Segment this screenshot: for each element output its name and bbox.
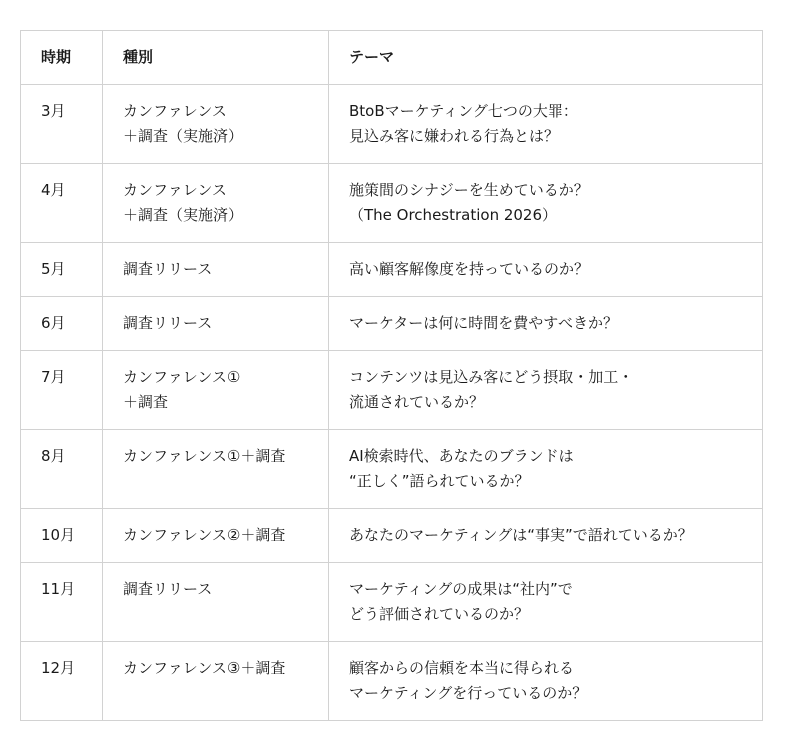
period-cell: 6月 [21,297,103,351]
table-row [21,297,763,351]
period-cell: 3月 [21,85,103,164]
period-cell: 4月 [21,164,103,243]
table-body [21,85,763,721]
type-cell: 調査リリース [103,563,329,642]
period-cell: 12月 [21,642,103,721]
theme-cell: マーケターは何に時間を費やすべきか？ [329,297,763,351]
theme-cell: AI検索時代、あなたのブランドは “正しく”語られているか？ [329,430,763,509]
table-row [21,563,763,642]
period-cell: 11月 [21,563,103,642]
header-theme: テーマ [329,31,763,85]
schedule-table [20,30,763,721]
theme-cell: BtoBマーケティング七つの大罪： 見込み客に嫌われる行為とは？ [329,85,763,164]
type-cell: カンファレンス ＋調査（実施済） [103,85,329,164]
theme-cell: 顧客からの信頼を本当に得られる マーケティングを行っているのか？ [329,642,763,721]
period-cell: 7月 [21,351,103,430]
period-cell: 5月 [21,243,103,297]
theme-cell: 高い顧客解像度を持っているのか？ [329,243,763,297]
header-period: 時期 [21,31,103,85]
theme-cell: マーケティングの成果は“社内”で どう評価されているのか？ [329,563,763,642]
table-row [21,351,763,430]
header-row [21,31,763,85]
type-cell: 調査リリース [103,243,329,297]
period-cell: 8月 [21,430,103,509]
type-cell: 調査リリース [103,297,329,351]
table-row [21,642,763,721]
table-row [21,164,763,243]
table-row [21,509,763,563]
table-row [21,243,763,297]
type-cell: カンファレンス ＋調査（実施済） [103,164,329,243]
type-cell: カンファレンス①＋調査 [103,430,329,509]
header-type: 種別 [103,31,329,85]
table-header [21,31,763,85]
type-cell: カンファレンス① ＋調査 [103,351,329,430]
period-cell: 10月 [21,509,103,563]
type-cell: カンファレンス③＋調査 [103,642,329,721]
theme-cell: 施策間のシナジーを生めているか？ （The Orchestration 2026） [329,164,763,243]
table-row [21,85,763,164]
table-row [21,430,763,509]
theme-cell: コンテンツは見込み客にどう摂取・加工・ 流通されているか？ [329,351,763,430]
type-cell: カンファレンス②＋調査 [103,509,329,563]
theme-cell: あなたのマーケティングは“事実”で語れているか？ [329,509,763,563]
